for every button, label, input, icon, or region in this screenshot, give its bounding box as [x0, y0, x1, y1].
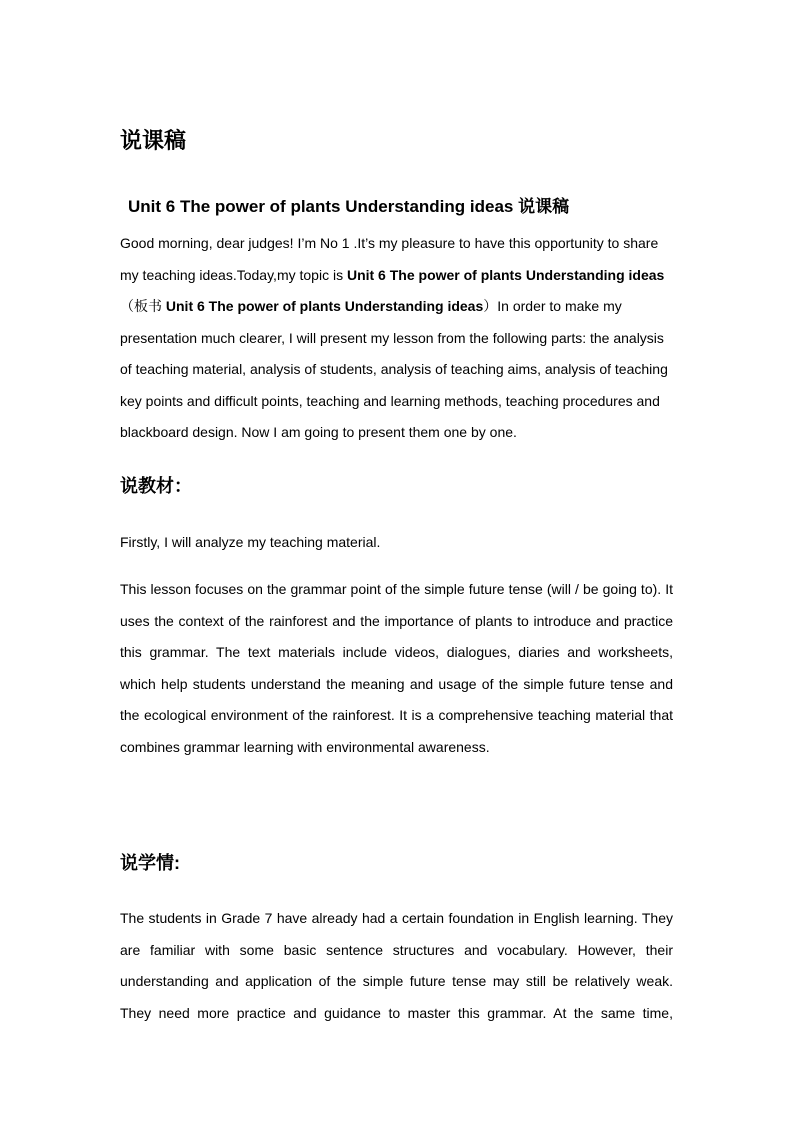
lesson-subtitle: Unit 6 The power of plants Understanding ideas 说课稿	[128, 197, 570, 216]
intro-text-1: Good morning, dear judges! I’m No 1 .It’s my pleasure to have this opportunity to share my teaching ideas.Today,my topic is	[120, 235, 659, 283]
intro-text-2: （板书	[120, 298, 166, 314]
intro-board-writing: Unit 6 The power of plants Understanding ideas	[165, 298, 484, 314]
intro-text-3: ）In order to make my presentation much clearer, I will present my lesson from the following parts: the analysis of teaching material, analysis of students, analysis of teaching aims, analysis of teaching key points and difficult points, teaching and learning methods, teaching procedures and blackboard design. Now I am going to present them one by one.	[120, 298, 668, 440]
material-paragraph-2: This lesson focuses on the grammar point of the simple future tense (will / be going to). It uses the context of the rainforest and the importance of plants to introduce and practice this grammar. The text materials include videos, dialogues, diaries and worksheets, which help students understand the meaning and usage of the simple future tense and the ecological environment of the rainforest. It is a comprehensive teaching material that combines grammar learning with environmental awareness.	[120, 581, 673, 755]
intro-paragraph	[120, 228, 673, 449]
material-paragraph-1: Firstly, I will analyze my teaching material.	[120, 534, 381, 550]
intro-topic: Unit 6 The power of plants Understanding ideas	[346, 266, 665, 283]
document-title: 说课稿	[120, 128, 187, 153]
section-heading-students: 说学情:	[120, 853, 180, 873]
students-paragraph-1: The students in Grade 7 have already had a certain foundation in English learning. They are familiar with some basic sentence structures and vocabulary. However, their understanding and application of the simple future tense may still be relatively weak. They need more practice and guidance to master this grammar. At the same time,	[120, 910, 673, 1021]
section-heading-material: 说教材：	[120, 476, 192, 496]
